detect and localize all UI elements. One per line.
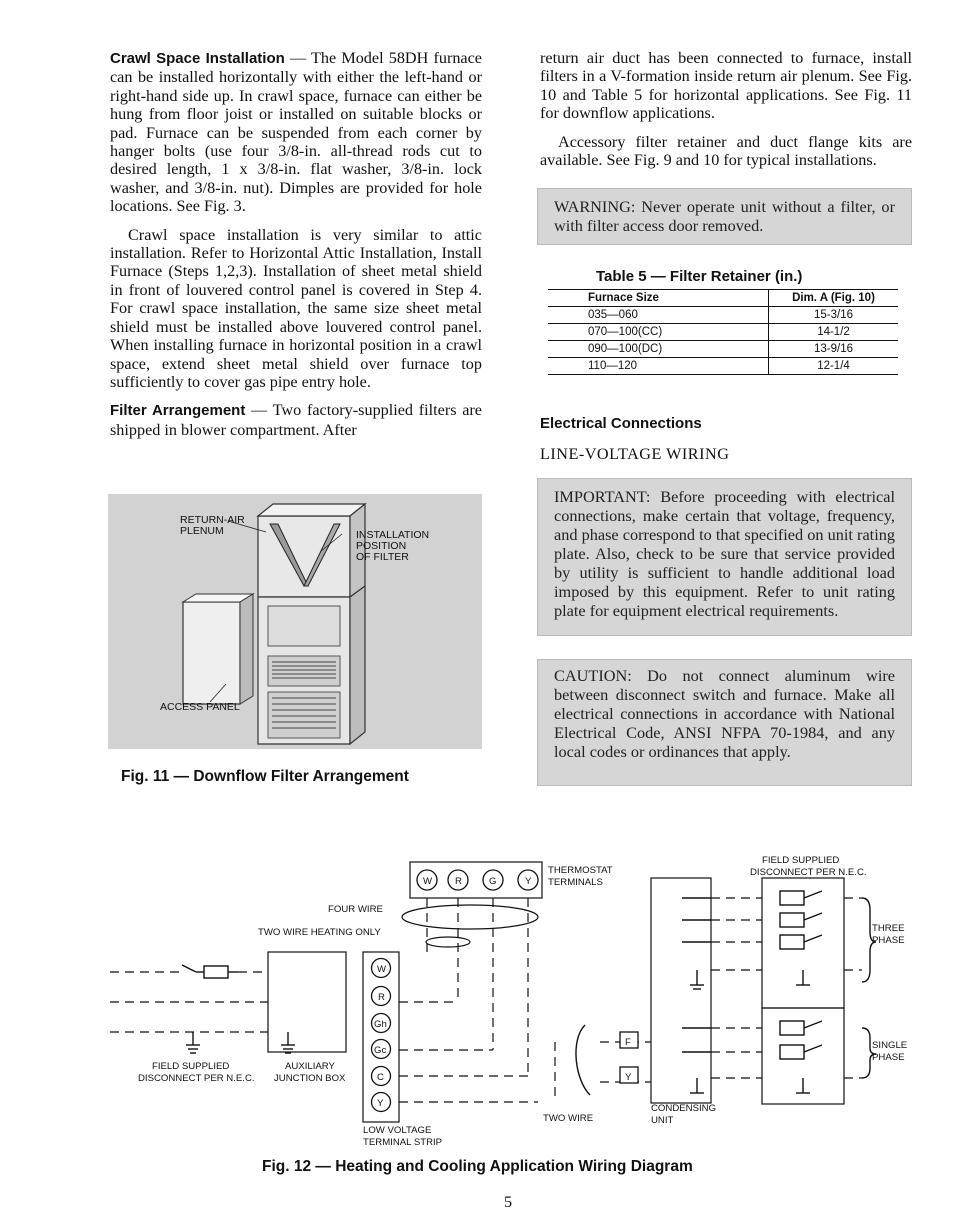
label-terminals: TERMINALS — [548, 877, 603, 888]
label-low-voltage: LOW VOLTAGE — [363, 1125, 432, 1136]
cell-size: 090—100(DC) — [548, 341, 769, 358]
header-furnace-size: Furnace Size — [548, 290, 769, 307]
label-disconnect-nec-top: DISCONNECT PER N.E.C. — [750, 867, 867, 878]
fig11-caption: Fig. 11 — Downflow Filter Arrangement — [121, 768, 409, 785]
strip-terminal-w: W — [377, 964, 387, 975]
thermostat-terminal-w: W — [423, 876, 433, 887]
filter-continued-paragraph: return air duct has been connected to furnace, install filters in a V-formation inside return air plenum. See Fig. 10 and Table 5 for horizontal applications. See Fig. 11 for downflow applications. — [540, 49, 912, 123]
cell-size: 035—060 — [548, 307, 769, 324]
cell-dim: 15-3/16 — [769, 307, 899, 324]
table-row — [548, 341, 898, 358]
thermostat-terminal-g: G — [489, 876, 497, 887]
label-access-panel: ACCESS PANEL — [160, 701, 240, 713]
label-two-wire-heating: TWO WIRE HEATING ONLY — [258, 927, 381, 938]
table-row — [548, 358, 898, 375]
table-row — [548, 307, 898, 324]
label-field-supplied: FIELD SUPPLIED — [152, 1061, 230, 1072]
important-box — [537, 478, 912, 636]
warning-box — [537, 188, 912, 245]
table-row — [548, 324, 898, 341]
strip-terminal-c: C — [377, 1072, 384, 1083]
label-single: SINGLE — [872, 1040, 908, 1051]
table5-wrapper — [548, 289, 898, 375]
condensing-terminal-y: Y — [625, 1072, 632, 1083]
left-column — [110, 49, 482, 439]
label-field-supplied-top: FIELD SUPPLIED — [762, 855, 840, 866]
label-four-wire: FOUR WIRE — [328, 904, 383, 915]
label-return-air: RETURN-AIR — [180, 514, 245, 526]
cell-size: 110—120 — [588, 359, 638, 372]
label-condensing: CONDENSING — [651, 1103, 717, 1114]
strip-terminal-y: Y — [377, 1098, 384, 1109]
filter-arrangement-text: — Two factory-supplied filters are shipped in blower compartment. After — [110, 401, 482, 439]
strip-terminal-r: R — [378, 992, 385, 1003]
fig12-caption: Fig. 12 — Heating and Cooling Application Wiring Diagram — [262, 1158, 693, 1175]
label-of-filter: OF FILTER — [356, 551, 409, 563]
warning-text: WARNING: Never operate unit without a filter, or with filter access door removed. — [554, 197, 895, 235]
crawl-space-paragraph — [110, 49, 482, 216]
filter-retainer-table — [548, 290, 898, 374]
crawl-space-heading: Crawl Space Installation — [110, 50, 285, 67]
condensing-terminal-f: F — [625, 1037, 631, 1048]
important-text: IMPORTANT: Before proceeding with electrical connections, make certain that voltage, frequency, and phase correspond to that specified on unit rating plate. Also, check to be sure that service provided by utility is sufficient to handle additional load imposed by this equipment. Refer to unit rating plate for equipment electrical requirements. — [554, 487, 895, 620]
label-plenum: PLENUM — [180, 525, 224, 537]
label-junction-box: JUNCTION BOX — [274, 1073, 346, 1084]
crawl-space-paragraph-2: Crawl space installation is very similar to attic installation. Refer to Horizontal Attic Installation, Install Furnace (Steps 1,2,3). Installation of sheet metal shield in front of louvered control panel is covered in Step 4. For crawl space installation, the same size sheet metal shield must be installed above louvered control panel. When installing furnace in horizontal position in a crawl space, extend sheet metal shield over furnace top sufficiently to cover gas pipe entry hole. — [110, 225, 482, 391]
label-auxiliary: AUXILIARY — [285, 1061, 335, 1072]
cell-dim: 12-1/4 — [769, 358, 899, 375]
electrical-connections-heading: Electrical Connections — [540, 415, 702, 432]
strip-terminal-gc: Gc — [374, 1045, 387, 1056]
table5-title: Table 5 — Filter Retainer (in.) — [596, 268, 803, 285]
caution-text: CAUTION: Do not connect aluminum wire between disconnect switch and furnace. Make all electrical connections in accordance with National Electrical Code, ANSI NFPA 70-1984, and any local codes or ordinances that apply. — [554, 666, 895, 761]
line-voltage-heading: LINE-VOLTAGE WIRING — [540, 445, 730, 463]
caution-box — [537, 659, 912, 786]
downflow-filter-illustration — [108, 494, 482, 749]
strip-terminal-gh: Gh — [374, 1019, 387, 1030]
label-single-phase: PHASE — [872, 1052, 905, 1063]
thermostat-terminal-r: R — [455, 876, 462, 887]
header-dim-a: Dim. A (Fig. 10) — [769, 290, 899, 307]
label-unit: UNIT — [651, 1115, 674, 1126]
cell-dim: 13-9/16 — [769, 341, 899, 358]
right-column — [540, 49, 912, 169]
label-three-phase: PHASE — [872, 935, 905, 946]
cell-dim: 14-1/2 — [769, 324, 899, 341]
table-header-row — [548, 290, 898, 307]
label-position: POSITION — [356, 540, 407, 552]
label-three: THREE — [872, 923, 905, 934]
filter-arrangement-heading: Filter Arrangement — [110, 402, 246, 420]
label-two-wire: TWO WIRE — [543, 1113, 594, 1124]
page-number: 5 — [504, 1193, 513, 1211]
crawl-space-text: — The Model 58DH furnace can be installed horizontally with either the left-hand or right-hand side up. In crawl space, furnace can either be hung from floor joist or installed on suitable blocks or pad. Furnace can be suspended from each corner by hanger bolts (use four 3/8-in. all-thread rods cut to desired length, 1 x 3/8-in. flat washer, 3/8-in. lock washer, and 3/8-in. nut). Dimples are provided for hole locations. See Fig. 3. — [110, 49, 482, 216]
thermostat-terminal-y: Y — [525, 876, 532, 887]
label-installation: INSTALLATION — [356, 529, 430, 541]
filter-arrangement-paragraph — [110, 401, 482, 439]
accessory-paragraph: Accessory filter retainer and duct flange kits are available. See Fig. 9 and 10 for typical installations. — [540, 132, 912, 170]
label-disconnect-nec: DISCONNECT PER N.E.C. — [138, 1073, 255, 1084]
label-thermostat: THERMOSTAT — [548, 865, 613, 876]
wiring-diagram — [0, 845, 954, 1155]
cell-size: 070—100(CC) — [548, 324, 769, 341]
label-terminal-strip: TERMINAL STRIP — [363, 1137, 443, 1148]
